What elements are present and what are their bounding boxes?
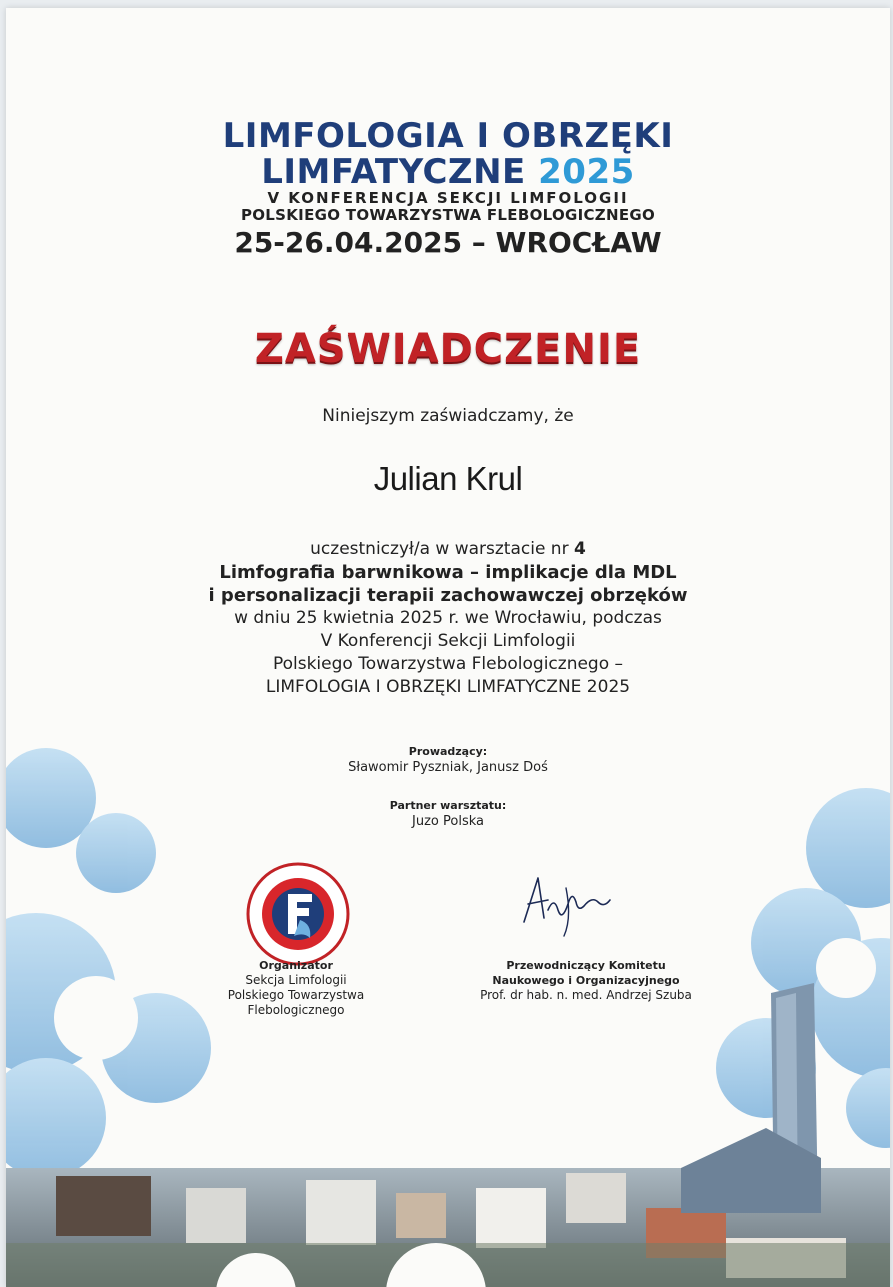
participation-line6: LIMFOLOGIA I OBRZĘKI LIMFATYCZNE 2025 xyxy=(265,677,631,697)
organizer-logo xyxy=(244,860,352,968)
participation-line5: Polskiego Towarzystwa Flebologicznego – xyxy=(272,654,624,674)
chair-name: Prof. dr hab. n. med. Andrzej Szuba xyxy=(480,988,692,1002)
partner-value: Juzo Polska xyxy=(412,814,484,829)
lead-value: Sławomir Pyszniak, Janusz Doś xyxy=(348,760,548,775)
conference-date-place: 25-26.04.2025 – WROCŁAW xyxy=(234,226,662,259)
workshop-number: 4 xyxy=(573,539,586,559)
workshop-title-line2: i personalizacji terapii zachowawczej obrzęków xyxy=(208,585,688,606)
chair-label-line1: Przewodniczący Komitetu xyxy=(506,959,666,972)
conference-title-line1: LIMFOLOGIA I OBRZĘKI xyxy=(222,116,674,156)
conference-year: 2025 xyxy=(538,152,635,192)
chair-signature xyxy=(506,870,626,940)
chair-section xyxy=(446,958,726,1003)
participation-prefix-line xyxy=(6,538,890,561)
chair-label-line2: Naukowego i Organizacyjnego xyxy=(492,974,680,987)
lead-label: Prowadzący: xyxy=(408,745,488,758)
certificate-title: ZAŚWIADCZENIE xyxy=(254,326,642,372)
conference-title-text: LIMFATYCZNE xyxy=(261,152,526,192)
participation-text xyxy=(6,538,890,699)
conference-title-line2 xyxy=(6,154,890,190)
workshop-title-line1: Limfografia barwnikowa – implikacje dla MDL xyxy=(219,562,677,583)
organizer-line3: Flebologicznego xyxy=(247,1003,345,1017)
participant-name: Julian Krul xyxy=(373,460,523,497)
conference-subtitle-line2: POLSKIEGO TOWARZYSTWA FLEBOLOGICZNEGO xyxy=(240,206,656,224)
intro-text: Niniejszym zaświadczamy, że xyxy=(322,406,574,426)
organizer-label: Organizator xyxy=(259,959,333,972)
conference-header xyxy=(6,118,890,260)
participation-line4: V Konferencji Sekcji Limfologii xyxy=(320,631,576,651)
participation-prefix: uczestniczył/a w warsztacie nr xyxy=(310,539,569,559)
participation-line3: w dniu 25 kwietnia 2025 r. we Wrocławiu, podczas xyxy=(234,608,662,628)
conference-subtitle-line1: V KONFERENCJA SEKCJI LIMFOLOGII xyxy=(267,189,629,207)
organizer-line1: Sekcja Limfologii xyxy=(245,973,347,987)
certificate-page xyxy=(6,8,890,1287)
organizer-section xyxy=(196,958,396,1018)
partner-label: Partner warsztatu: xyxy=(389,799,507,812)
lead-section xyxy=(6,744,890,777)
organizer-line2: Polskiego Towarzystwa xyxy=(227,988,365,1002)
partner-section xyxy=(6,798,890,831)
